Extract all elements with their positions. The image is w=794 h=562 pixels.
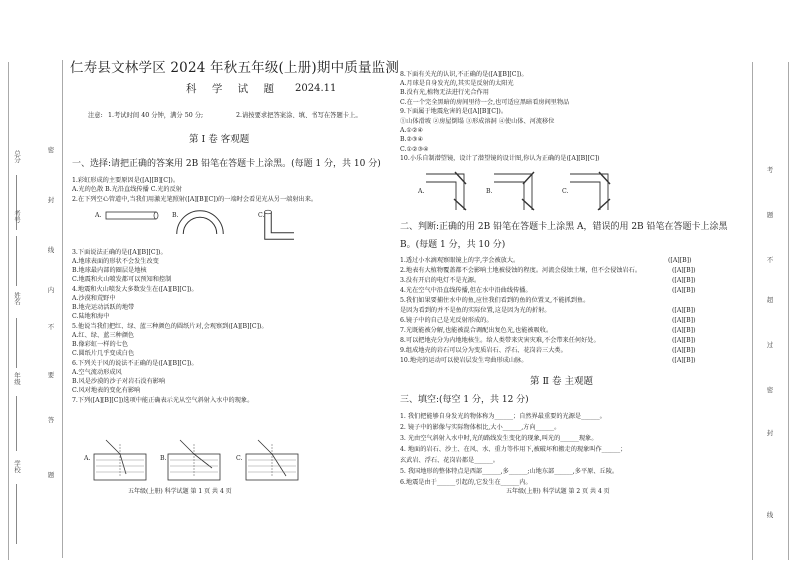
seal-char: 不 [47,323,55,331]
seal-char: 答 [47,416,55,424]
question-2: 2.在下列空心管道中,当我们用激光笔照射([A][B][C])的一端时会看见光从另一端射出来。 [72,196,318,203]
judge-8-answer: ([A][B]) [672,337,696,344]
fill-5: 5. 我国地形的整体特点是西部______,多______;山地东部______,多平原、丘陵。 [400,468,619,475]
periscope-diagram-b [492,166,546,214]
right-seal-char: 封 [766,429,774,437]
margin-label-exam-no: 考号 [13,210,21,223]
right-seal-char: 题 [766,211,774,219]
q2-label-b: B. [172,212,179,219]
page-footer-2: 五年级(上册) 科学试题 第 2 页 共 4 页 [506,488,610,495]
judge-4-answer: ([A][B]) [672,287,696,294]
q8-option-b: B.没有光,植物无法进行光合作用 [400,89,489,96]
q10-label-b: B. [486,188,493,195]
q6-option-b: B.风是沙漠的沙子对岩石没有影响 [72,378,166,385]
q5-option-a: A.红、绿、蓝三种颜色 [72,332,135,339]
question-6: 6.下列关于风的说法不正确的是([A][B][C])。 [72,360,198,367]
margin-label-school: 学校 [13,460,21,473]
q3-option-a: A.地球表面的形状不会发生改变 [72,258,159,265]
right-border [752,62,753,560]
left-margin [10,60,60,560]
right-seal-char: 超 [766,296,774,304]
right-border-inner [788,62,789,560]
q10-label-c: C. [562,188,569,195]
refraction-diagram-b [166,438,222,482]
left-border [8,62,9,560]
q2-label-c: C. [258,212,265,219]
q8-option-a: A.月球是自身发光的,其实是反射的太阳光 [400,80,514,87]
right-seal-char: 过 [766,341,774,349]
question-1-options: A.光的色散 B.光沿直线传播 C.光的反射 [72,186,182,193]
fill-4-cont: 玄武岩、浮石、花岗岩都是______。 [400,457,499,464]
q9-option-a: A.①②④ [400,127,424,134]
q3-option-b: B.地球最内部的圈层是地核 [72,267,147,274]
right-margin [755,60,785,560]
q6-option-c: C.风对地表的变化有影响 [72,387,141,394]
page-footer-1: 五年级(上册) 科学试题 第 1 页 共 4 页 [128,488,232,495]
q3-option-c: C.地震和火山喷发都可以预知和控制 [72,276,172,283]
q7-label-a: A. [84,455,91,462]
straight-tube-diagram [104,208,160,224]
q4-option-c: C.陆地和海中 [72,313,110,320]
question-8: 8.下面有关光的认识,不正确的是([A][B][C])。 [400,71,528,78]
fill-1: 1. 我们把能够自身发光的物体称为______；自然界最重要的光源是______。 [400,413,606,420]
section2-heading-cont: B。(每题 1 分，共 10 分) [400,240,506,250]
judge-7: 7.光既能被分解,也能被混合调配出复色光,也能被吸收。 [400,327,553,334]
q9-option-c: C.①②③④ [400,146,429,153]
q4-option-b: B.地壳运动活跃的地带 [72,304,135,311]
fill-2: 2. 镜子中的影像与实际物体相比,大小______,方向______。 [400,424,561,431]
fill-3: 3. 光由空气斜射入水中时,光的路线发生变化的现象,叫光的______现象。 [400,435,598,442]
margin-line [16,318,17,368]
judge-2-answer: ([A][B]) [672,267,696,274]
margin-line [16,484,17,544]
judge-1-answer: ([A][B]) [668,257,692,264]
question-1: 1.彩虹形成的主要原因是([A][B][C])。 [72,177,180,184]
seal-char: 题 [47,471,55,479]
question-10: 10.小乐自制潜望镜，设计了潜望镜的设计图,你认为正确的是([A][B][C]) [400,155,600,162]
q8-option-c: C.在一个完全黑暗的房间里待一会,也可适应黑暗看房间里物品 [400,99,570,106]
question-4: 4.地震和火山喷发大多数发生在([A][B][C])。 [72,286,198,293]
seal-char: 密 [47,146,55,154]
refraction-diagram-c [244,438,300,482]
judge-6-answer: ([A][B]) [672,317,696,324]
margin-label-grade: 年级 [13,372,21,385]
judge-5-cont: 是因为看到的并不是鱼的实际位置,这是因为光的折射。 [400,307,551,314]
section3-heading: 三、填空:(每空 1 分，共 12 分) [400,395,529,405]
judge-7-answer: ([A][B]) [672,327,696,334]
fill-6: 6.地震是由于______引起的,它发生在______内。 [400,479,532,486]
q9-items: ①山体滑坡 ②房屋倒塌 ③形成溶洞 ④使山体、河流移位 [400,118,555,125]
periscope-diagram-a [424,166,478,214]
q10-label-a: A. [418,188,425,195]
exam-subtitle: 科 学 试 题 [186,83,281,95]
exam-date: 2024.11 [295,83,337,94]
judge-4: 4.光在空气中沿直线传播,但在水中沿曲线传播。 [400,287,532,294]
seal-char: 内 [47,286,55,294]
section2-heading: 二、判断:正确的用 2B 铅笔在答题卡上涂黑 A，错误的用 2B 铅笔在答题卡上涂黑 [400,222,728,232]
judge-8: 8.可以把地壳分为内地地核生。给人类带来灾害灾难,不会带来任何好处。 [400,337,600,344]
margin-line [16,396,17,451]
judge-3-answer: ([A][B]) [672,277,696,284]
q5-option-b: B.像彩虹一样的七色 [72,341,129,348]
q6-option-a: A.空气流动形成风 [72,369,122,376]
margin-label-score: 总分 [13,150,21,163]
note-1: 1.考试时间 40 分钟，满分 50 分; [108,112,204,119]
q2-label-a: A. [95,212,102,219]
right-seal-char: 考 [766,166,774,174]
note-2: 2.请按要求把答案涂、填、书写在答题卡上。 [236,112,362,119]
q9-option-b: B.②③④ [400,136,424,143]
section1-heading: 一、选择:请把正确的答案用 2B 铅笔在答题卡上涂黑。(每题 1 分，共 10 分) [72,159,381,169]
periscope-diagram-c [568,166,622,214]
judge-5: 5.我们如果要捕住水中的鱼,应往我们看到的鱼的位置叉,不能抓到鱼。 [400,297,590,304]
judge-5-answer: ([A][B]) [672,307,696,314]
judge-6: 6.镜子中的自己是光反射形成的。 [400,317,493,324]
judge-3: 3.没有开启的电灯不是光源。 [400,277,481,284]
judge-2: 2.地表有大植物覆盖都不会影响土地被侵蚀的程度。河流会侵蚀土壤，但不会侵蚀岩石。 [400,267,642,274]
judge-9: 9.组成地壳的岩石可以分为变质岩石、浮石、花岗岩三大类。 [400,347,567,354]
judge-9-answer: ([A][B]) [672,347,696,354]
q7-label-c: C. [236,455,243,462]
left-border-inner [62,60,63,558]
question-3: 3.下面说法正确的是([A][B][C])。 [72,249,167,256]
part1-heading: 第 Ⅰ 卷 客观题 [189,134,250,145]
question-9: 9.下面属于地震危害的是([A][B][C])。 [400,108,508,115]
judge-10-answer: ([A][B]) [672,357,696,364]
part2-heading: 第 Ⅱ 卷 主观题 [530,376,594,387]
right-seal-char: 线 [766,511,774,519]
bent-tube-diagram [262,208,300,244]
right-seal-char: 不 [766,256,774,264]
curved-tube-diagram [176,202,224,236]
question-7: 7.下列([A][B][C])选项中能正确表示光从空气斜射入水中的现象。 [72,397,254,404]
fill-4: 4. 地面的岩石、沙土、在风、水、重力等作用下,被破坏和搬走的现象叫作______； [400,446,627,453]
q5-option-c: C.圆纸片几乎变成白色 [72,350,135,357]
judge-1: 1.透过小水滴观察眼镜上的字,字会被放大。 [400,257,520,264]
seal-char: 要 [47,371,55,379]
judge-10: 10.地壳的运动可以使岩层发生弯曲形成山脉。 [400,357,528,364]
right-seal-char: 密 [766,386,774,394]
q4-option-a: A.沙漠和荒野中 [72,295,116,302]
seal-char: 线 [47,246,55,254]
question-5: 5.他说当我们把红、绿、蓝三种颜色的圆纸片对,会观察到([A][B][C])。 [72,323,268,330]
margin-label-name: 姓名 [13,292,21,305]
margin-line [16,236,17,286]
q7-label-b: B. [160,455,167,462]
exam-title: 仁寿县文林学区 2024 年秋五年级(上册)期中质量监测 [70,60,400,76]
refraction-diagram-a [92,438,148,482]
notes-label: 注意: [88,112,103,119]
seal-char: 封 [47,196,55,204]
